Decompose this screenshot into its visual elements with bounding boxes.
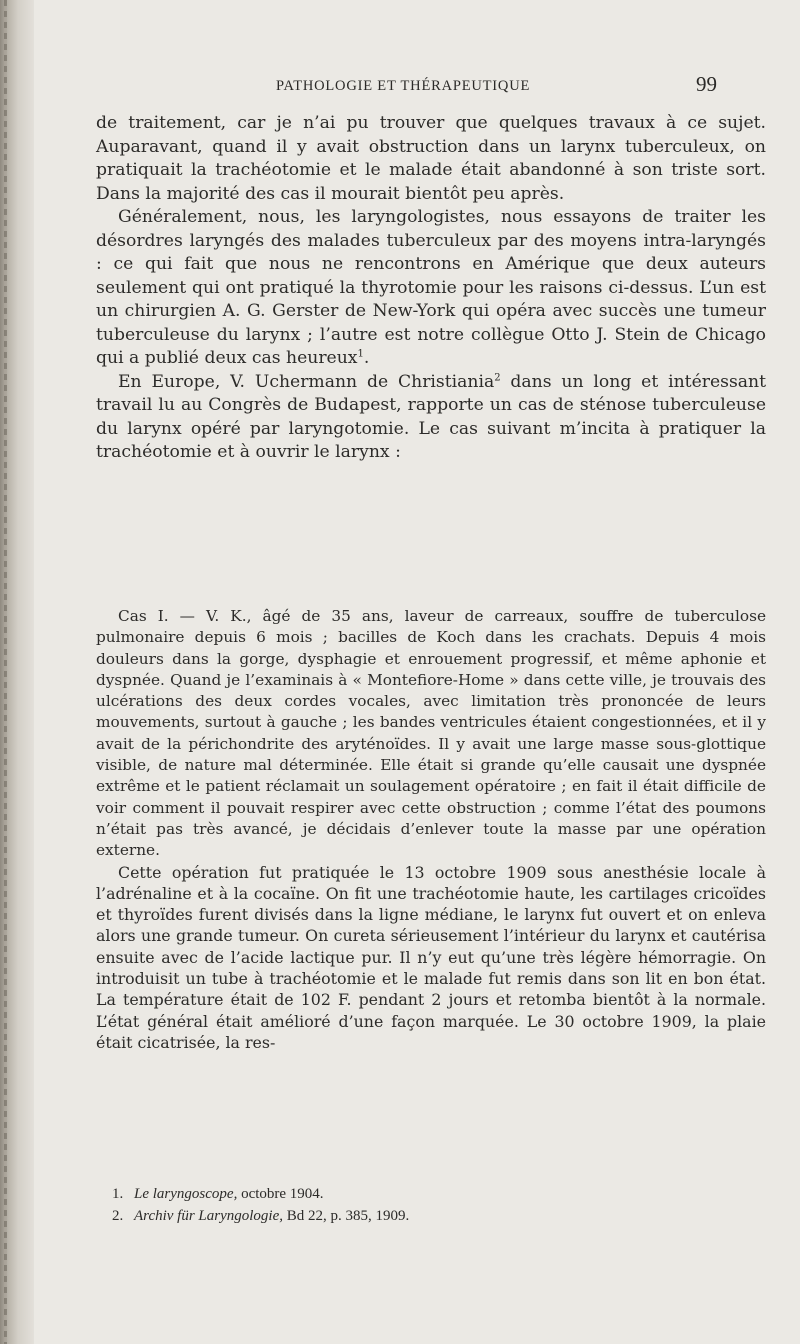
footnote-number: 2. (112, 1208, 124, 1224)
paragraph-2-end: . (363, 348, 370, 368)
running-title: PATHOLOGIE ET THÉRAPEUTIQUE (276, 78, 531, 94)
footnote-detail: octobre 1904. (237, 1186, 324, 1202)
footnote-2 (112, 1205, 752, 1227)
paragraph-3-start: En Europe, V. Uchermann de Christiania (118, 371, 495, 392)
footnote-1 (112, 1183, 752, 1205)
footnote-detail: Bd 22, p. 385, 1909. (283, 1208, 410, 1224)
paragraph-3 (96, 371, 766, 465)
book-spine-shadow (0, 0, 34, 1344)
footnote-number: 1. (112, 1186, 124, 1202)
operation-description: Cette opération fut pratiquée le 13 octobre 1909 sous anesthésie locale à l’adrénaline et à la cocaïne. On fit une trachéotomie haute, les cartilages cricoïdes et thyroïdes furent divisés dans la ligne médiane, le larynx fut ouvert et on enleva alors une grande tumeur. On cureta sérieusement l’intérieur du larynx et cautérisa ensuite avec de l’acide lactique pur. Il n’y eut qu’une très légère hémorragie. On introduisit un tube à trachéotomie et le malade fut remis dans son lit en bon état. La température était de 102 F. pendant 2 jours et retomba bientôt à la normale. L’état général était amélioré d’une façon marquée. Le 30 octobre 1909, la plaie était cicatrisée, la res- (96, 862, 766, 1052)
footnote-title: Archiv für Laryngologie, (134, 1208, 284, 1224)
paragraph-2-text: Généralement, nous, les laryngologistes, nous essayons de traiter les désordres laryngés des malades tuberculeux par des moyens intra-laryngés : ce qui fait que nous ne rencontrons en Amérique que deux auteurs seulement qui ont pratiqué la thyrotomie pour les raisons ci-dessus. L’un est un chirurgien A. G. Gerster de New-York qui opéra avec succès une tumeur tuberculeuse du larynx ; l’autre est notre collègue Otto J. Stein de Chicago qui a publié deux cas heureux (96, 207, 766, 368)
footnote-ref-2: 2 (494, 371, 501, 383)
case-description: Cas I. — V. K., âgé de 35 ans, laveur de carreaux, souffre de tuberculose pulmonaire depuis 6 mois ; bacilles de Koch dans les crachats. Depuis 4 mois douleurs dans la gorge, dysphagie et enrouement progressif, et même aphonie et dyspnée. Quand je l’examinais à « Montefiore-Home » dans cette ville, je trouvais des ulcérations des deux cordes vocales, avec limitation très prononcée de leurs mouvements, surtout à gauche ; les bandes ventricules étaient congestionnées, et il y avait de la périchondrite des aryténoïdes. Il y avait une large masse sous-glottique visible, de nature mal déterminée. Elle était si grande qu’elle causait une dyspnée extrême et le patient réclamait un soulagement opératoire ; en fait il était difficile de voir comment il pouvait respirer avec cette obstruction ; comme l’état des poumons n’était pas très avancé, je décidais d’enlever toute la masse par une opération externe. (96, 607, 766, 860)
page-number: 99 (696, 72, 717, 96)
footnote-ref-1: 1 (357, 348, 364, 360)
main-text (96, 112, 766, 465)
footnotes (112, 1183, 752, 1227)
paragraph-1: de traitement, car je n’ai pu trouver que quelques travaux à ce sujet. Auparavant, quand il y avait obstruction dans un larynx tuberculeux, on pratiquait la trachéotomie et le malade était abandonné à son triste sort. Dans la majorité des cas il mourait bientôt peu après. (96, 113, 766, 204)
footnote-title: Le laryngoscope, (134, 1186, 238, 1202)
case-report (96, 606, 766, 1053)
paragraph-2 (96, 206, 766, 371)
paragraph-3-text: dans un long et intéressant travail lu au Congrès de Budapest, rapporte un cas de sténose tuberculeuse du larynx opéré par laryngotomie. Le cas suivant m’incita à pratiquer la trachéotomie et à ouvrir le larynx : (96, 371, 766, 462)
page-header (96, 72, 796, 100)
